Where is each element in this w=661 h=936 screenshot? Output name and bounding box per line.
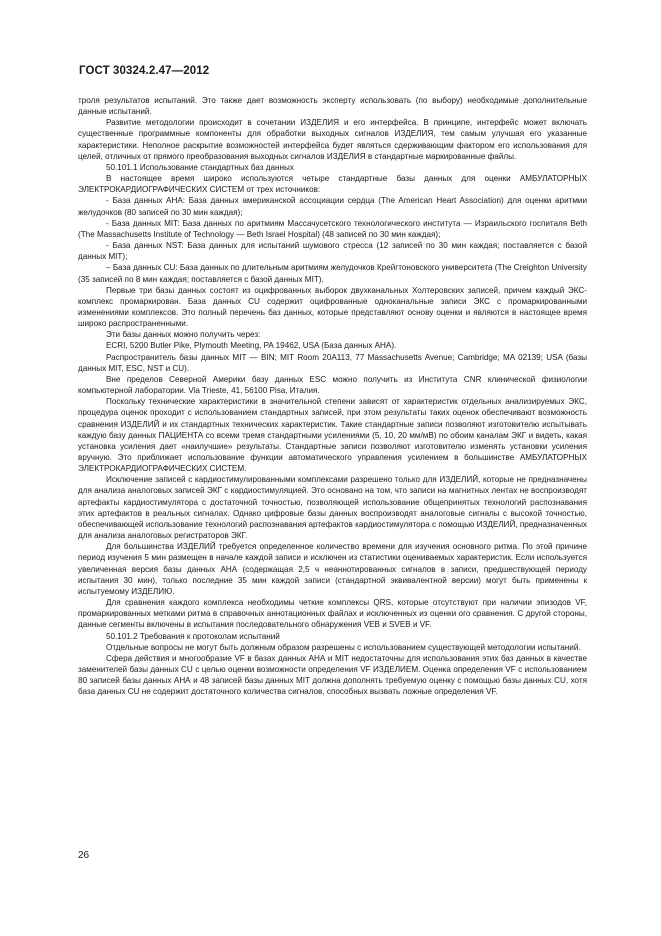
paragraph-first-three-databases: Первые три базы данных состоят из оцифрованных выборок двухканальных Холтеровских записей, причем каждый ЭКС-комплекс промаркирован. База данных CU содержит оцифрованные одноканальные записи ЭКС с промаркированными изменениями комплексов. Это полный перечень баз данных, которые представляют основу оценки и являются в настоящее время широко распространенными.: [78, 285, 587, 329]
paragraph-esc-outside-na: Вне пределов Северной Америки базу данных ESC можно получить из Института CNR клинической физиологии компьютерной лаборатории. Via Trieste, 41, 56100 Pisa, Италия.: [78, 374, 587, 396]
paragraph-separate-issues: Отдельные вопросы не могут быть должным образом разрешены с использованием существующей методологии испытаний.: [106, 642, 581, 652]
list-item-nst: - База данных NST: База данных для испытаний шумового стресса (12 записей по 30 мин каждая; поставляется с базой данных MIT);: [78, 241, 587, 262]
document-header: ГОСТ 30324.2.47—2012: [79, 65, 210, 77]
paragraph-continuation: троля результатов испытаний. Это также дает возможность эксперту использовать (по выбору) необходимые дополнительные данные испытаний.: [78, 96, 587, 117]
paragraph-obtain-via: Эти базы данных можно получить через:: [106, 330, 261, 340]
list-item-mit: - База данных MIT: База данных по аритмиям Массачусетского технологического института — Израильского госпиталя Beth (The Massachusetts Institute of Technology — Beth Israel Hospital) (48 записей по 30 мин каждая);: [78, 218, 587, 239]
section-heading-50-101-2: 50.101.2 Требования к протоколам испытаний: [106, 631, 280, 641]
paragraph-ecri-address: ECRI, 5200 Butler Pike, Plymouth Meeting, PA 19462, USA (База данных АНА).: [106, 341, 397, 351]
paragraph-standard-databases: В настоящее время широко используются четыре стандартные базы данных для оценки АМБУЛАТОРНЫХ ЭЛЕКТРОКАРДИОГРАФИЧЕСКИХ СИСТЕМ от трех источников:: [78, 174, 587, 195]
paragraph-technical-characteristics: Поскольку технические характеристики в значительной степени зависят от характеристик отдельных анализируемых ЭКС, процедура оценок проходит с использованием стандартных записей, при этом результаты таких оценок обеспечивают возможность сравнения ИЗДЕЛИЙ и их стандартных технических характеристик. Такие стандартные записи позволяют изготовителю испытывать каждую базу данных ПАЦИЕНТА со всеми тремя стандартными усилениями (5, 10, 20 мм/мВ) по обоим каналам ЭКГ и видеть, какая установка усиления дает «наилучшие» результаты. Стандартные записи позволяют изготовителю изменять установки усиления вручную. Это приближает использование функции автоматического управления усилением в большинстве АМБУЛАТОРНЫХ ЭЛЕКТРОКАРДИОГРАФИЧЕСКИХ СИСТЕМ.: [78, 397, 587, 474]
document-body: [78, 95, 587, 697]
paragraph-mit-distributor: Распространитель базы данных MIT — BIN; MIT Room 20A113, 77 Massachusetts Avenue; Cambridge; MA 02139; USA (базы данных MIT, ESC, NST и CU).: [78, 352, 587, 373]
paragraph-qrs-comparison: Для сравнения каждого комплекса необходимы четкие комплексы QRS, которые отсутствуют при наличии эпизодов VF, промаркированных метками ритма в справочных аннотационных файлах и исключенных из оценки ого сравнения. С другой стороны, данные сегменты включены в испытания последовательного обнаружения VEB и SVEB и VF.: [78, 598, 587, 630]
paragraph-learning-period: Для большинства ИЗДЕЛИЙ требуется определенное количество времени для изучения основного ритма. По этой причине период изучения 5 мин размещен в начале каждой записи и исключен из статистики оцениваемых характеристик. Если используется увеличенная версия базы данных АНА (содержащая 2,5 ч неаннотированных сигналов в записи, предшествующей периоду испытания 30 мин), только последние 35 мин каждой записи (стандартной эквивалентной версии) могут быть применены к испытуемому ИЗДЕЛИЮ.: [78, 542, 587, 596]
list-item-cu: – База данных CU: База данных по длительным аритмиям желудочков Крейгтоновского университета (The Creighton University (35 записей по 8 мин каждая; поставляется с базой данных MIT).: [78, 263, 587, 284]
page-number: 26: [78, 850, 90, 861]
paragraph-methodology: Развитие методологии происходит в сочетании ИЗДЕЛИЯ и его интерфейса. В принципе, интерфейс может включать существенные программные компоненты для обработки выходных сигналов ИЗДЕЛИЯ, тем самым улучшая его указанные характеристики. Неполное раскрытие возможностей интерфейса будет являться сдерживающим фактором его использования для целей, отличных от прямого преобразования выходных сигналов ИЗДЕЛИЯ в стандартные маркированные файлы.: [78, 118, 587, 161]
list-item-aha: - База данных АНА: База данных американской ассоциации сердца (The American Heart Association) для оценки аритмии желудочков (80 записей по 30 мин каждая);: [78, 196, 587, 217]
paragraph-vf-scope: Сфера действия и многообразие VF в базах данных АНА и MIT недостаточны для использования этих баз данных в качестве заменителей базы данных CU с целью оценки возможности определения VF ИЗДЕЛИЕМ. Оценка определения VF с использованием 80 записей базы данных АНА и 48 записей базы данных MIT должна дополнять требуемую оценку с помощью базы данных CU, хотя база данных CU не содержит достаточного количества сигналов, способных вызвать ложные определения VF.: [78, 653, 587, 697]
section-heading-50-101-1: 50.101.1 Использование стандартных баз данных: [106, 162, 294, 172]
paragraph-paced-records: Исключение записей с кардиостимулированными комплексами разрешено только для ИЗДЕЛИЙ, которые не предназначены для анализа аналоговых записей ЭКГ с кардиостимуляцией. Это основано на том, что записи на магнитных лентах не воспроизводят артефакты кардиостимулятора с достаточной точностью, позволяющей использование общепринятых технологий распознавания этих артефактов в реальных сигналах. Однако цифровые базы данных воспроизводят аналоговые сигналы с высокой точностью, обеспечивающей использование технологий распознавания артефактов кардиостимулятора с помощью ИЗДЕЛИЙ, предназначенных для анализа аналоговых регистраторов ЭКГ.: [78, 475, 587, 541]
